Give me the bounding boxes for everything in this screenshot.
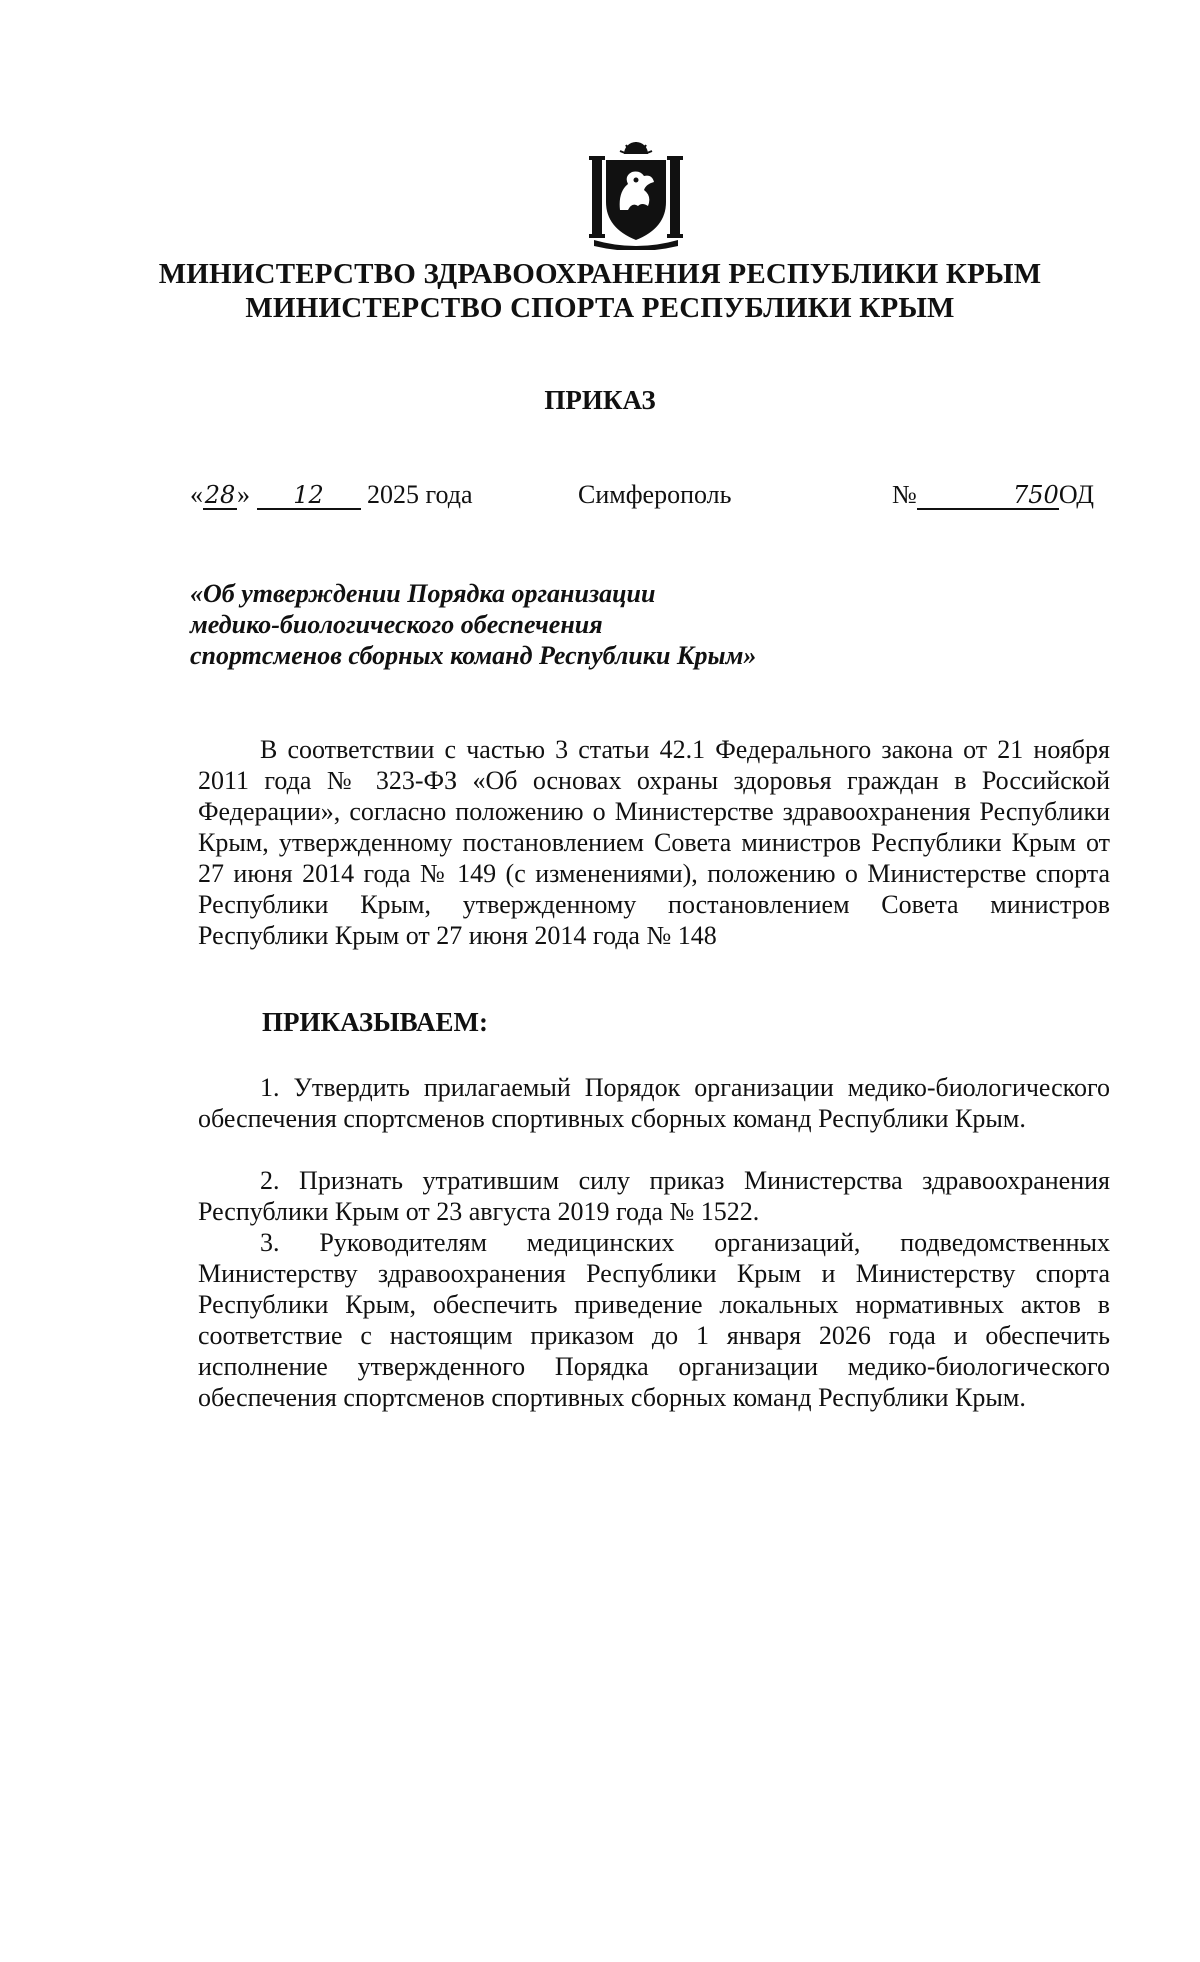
order-item-1: 1. Утвердить прилагаемый Порядок организации медико-биологического обеспечения спортсменов спортивных сборных команд Республики Крым. [198, 1073, 1110, 1133]
order-subject [190, 578, 990, 671]
subject-line: медико-биологического обеспечения [190, 610, 603, 639]
date-open-quote: « [190, 480, 203, 509]
order-type-title: ПРИКАЗ [544, 385, 656, 415]
date-close-quote: » [237, 480, 250, 509]
date-day: 28 [204, 481, 236, 509]
subject-line: «Об утверждении Порядка организации [190, 579, 656, 608]
ministry-sport-title: МИНИСТЕРСТВО СПОРТА РЕСПУБЛИКИ КРЫМ [245, 292, 955, 324]
number-value: 750 [917, 482, 1059, 510]
preamble-paragraph: В соответствии с частью 3 статьи 42.1 Федерального закона от 21 ноября 2011 года № 323-ФЗ «Об основах охраны здоровья граждан в Российской Федерации», согласно положению о Министерстве здравоохранения Республики Крым, утвержденному постановлением Совета министров Республики Крым от 27 июня 2014 года № 149 (с изменениями), положению о Министерстве спорта Республики Крым, утвержденному постановлением Совета министров Республики Крым от 27 июня 2014 года № 148 [198, 735, 1110, 950]
date-month: 12 [257, 482, 361, 510]
subject-line: спортсменов сборных команд Республики Крым» [190, 641, 757, 670]
crimea-coat-of-arms-icon [588, 140, 684, 250]
ministry-health-title: МИНИСТЕРСТВО ЗДРАВООХРАНЕНИЯ РЕСПУБЛИКИ КРЫМ [158, 258, 1042, 290]
order-number [892, 480, 1094, 510]
order-date [190, 480, 473, 510]
number-label: № [892, 480, 917, 509]
date-year: 2025 года [367, 480, 473, 509]
orders-heading: ПРИКАЗЫВАЕМ: [262, 1007, 488, 1037]
number-suffix: ОД [1058, 480, 1095, 509]
order-item-2: 2. Признать утратившим силу приказ Министерства здравоохранения Республики Крым от 23 августа 2019 года № 1522. [198, 1166, 1110, 1226]
order-item-3: 3. Руководителям медицинских организаций, подведомственных Министерству здравоохранения Республики Крым и Министерству спорта Республики Крым, обеспечить приведение локальных нормативных актов в соответствие с настоящим приказом до 1 января 2026 года и обеспечить исполнение утвержденного Порядка организации медико-биологического обеспечения спортсменов спортивных сборных команд Республики Крым. [198, 1228, 1110, 1412]
order-city: Симферополь [578, 480, 732, 509]
